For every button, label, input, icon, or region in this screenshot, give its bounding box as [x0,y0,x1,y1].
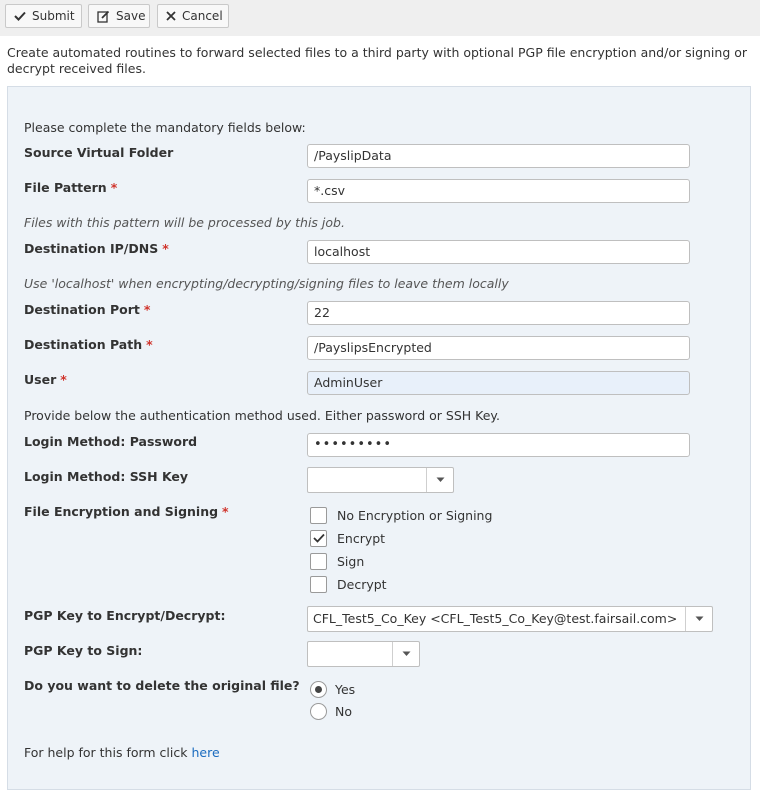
required-marker: * [146,337,153,352]
pgp-encrypt-select[interactable] [307,606,713,632]
source-folder-label: Source Virtual Folder [24,145,174,160]
chevron-down-icon[interactable] [426,468,453,492]
pgp-encrypt-label: PGP Key to Encrypt/Decrypt: [24,608,226,623]
login-password-input[interactable]: ••••••••• [307,433,690,457]
radio-selected-dot [315,686,322,693]
checkbox-decrypt[interactable] [310,576,327,593]
radio-label: No [335,704,352,719]
checkbox-label: Decrypt [337,577,387,592]
checkbox-label: Sign [337,554,365,569]
pgp-sign-label: PGP Key to Sign: [24,643,143,658]
destination-ip-label: Destination IP/DNS * [24,241,169,256]
login-ssh-label: Login Method: SSH Key [24,469,189,484]
required-marker: * [60,372,67,387]
chevron-down-icon[interactable] [392,642,419,666]
destination-port-label: Destination Port * [24,302,151,317]
submit-label: Submit [32,9,75,23]
user-input[interactable]: AdminUser [307,371,690,395]
destination-path-input[interactable]: /PayslipsEncrypted [307,336,690,360]
source-folder-input[interactable]: /PayslipData [307,144,690,168]
file-pattern-hint: Files with this pattern will be processed by this job. [24,215,345,230]
file-pattern-label: File Pattern * [24,180,118,195]
file-pattern-input[interactable]: *.csv [307,179,690,203]
required-marker: * [143,302,151,317]
chevron-down-icon[interactable] [685,607,712,631]
help-text: For help for this form click here [24,745,220,760]
checkbox-label: Encrypt [337,531,386,546]
login-password-label: Login Method: Password [24,434,198,449]
destination-ip-hint: Use 'localhost' when encrypting/decrypting/signing files to leave them locally [24,276,509,291]
auth-note: Provide below the authentication method used. Either password or SSH Key. [24,408,500,423]
encryption-label: File Encryption and Signing * [24,504,229,519]
destination-port-input[interactable]: 22 [307,301,690,325]
destination-ip-input[interactable]: localhost [307,240,690,264]
checkbox-no-encryption[interactable] [310,507,327,524]
pgp-encrypt-value: CFL_Test5_Co_Key <CFL_Test5_Co_Key@test.fairsail.com> [313,611,678,626]
help-link[interactable]: here [191,745,220,760]
pgp-sign-select[interactable] [307,641,420,667]
radio-yes[interactable] [310,681,327,698]
radio-label: Yes [335,682,356,697]
required-marker: * [162,241,169,256]
save-label: Save [116,9,146,23]
intro-text: Create automated routines to forward selected files to a third party with optional PGP file encryption and/or signing or decrypt received files. [7,45,748,76]
form-panel [7,86,751,790]
pgp-sign-value [308,642,392,666]
delete-original-label: Do you want to delete the original file? [24,678,300,693]
cancel-label: Cancel [182,9,223,23]
checkbox-label: No Encryption or Signing [337,508,493,523]
mandatory-note: Please complete the mandatory fields below: [24,120,306,135]
checkbox-sign[interactable] [310,553,327,570]
required-marker: * [110,180,118,195]
ssh-key-select[interactable] [307,467,454,493]
required-marker: * [222,504,229,519]
checkmark-icon [313,531,325,546]
checkbox-encrypt[interactable] [310,530,327,547]
ssh-key-value [308,468,426,492]
destination-path-label: Destination Path * [24,337,153,352]
user-label: User * [24,372,67,387]
radio-no[interactable] [310,703,327,720]
